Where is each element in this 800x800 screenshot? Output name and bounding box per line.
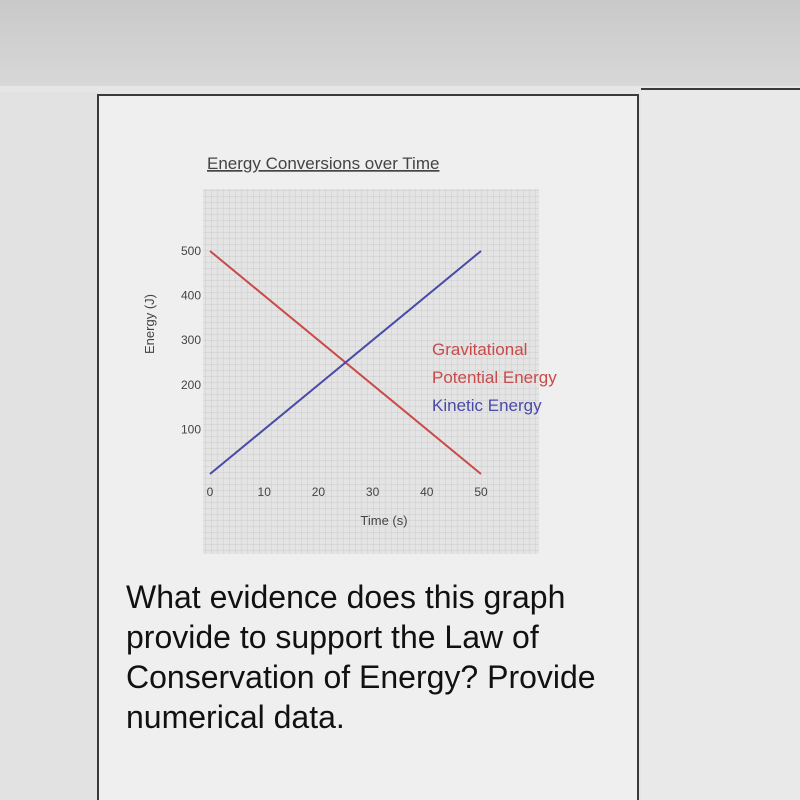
answer-cell	[641, 88, 800, 800]
x-axis-label: Time (s)	[360, 513, 408, 528]
y-tick-label: 400	[180, 288, 201, 303]
y-tick-label: 200	[180, 377, 201, 392]
y-tick-label: 300	[180, 333, 201, 348]
energy-chart	[97, 94, 637, 554]
question-text: What evidence does this graph provide to support the Law of Conservation of Energy? Provide numerical data.	[126, 579, 596, 735]
y-axis-label: Energy (J)	[142, 294, 157, 354]
legend-entry-1: Gravitational	[432, 340, 528, 359]
chart-title: Energy Conversions over Time	[207, 154, 440, 173]
x-tick-label: 0	[206, 485, 214, 499]
x-tick-label: 40	[420, 485, 434, 499]
x-tick-label: 20	[311, 485, 326, 499]
legend-entry-1: Potential Energy	[432, 368, 557, 387]
background-top	[0, 0, 800, 92]
x-tick-label: 10	[257, 485, 271, 499]
y-tick-label: 500	[180, 244, 201, 258]
x-tick-label: 30	[365, 485, 380, 499]
y-tick-label: 100	[180, 422, 201, 437]
x-tick-label: 50	[474, 485, 488, 499]
page-margin	[0, 92, 97, 800]
legend-entry-2: Kinetic Energy	[432, 396, 542, 415]
